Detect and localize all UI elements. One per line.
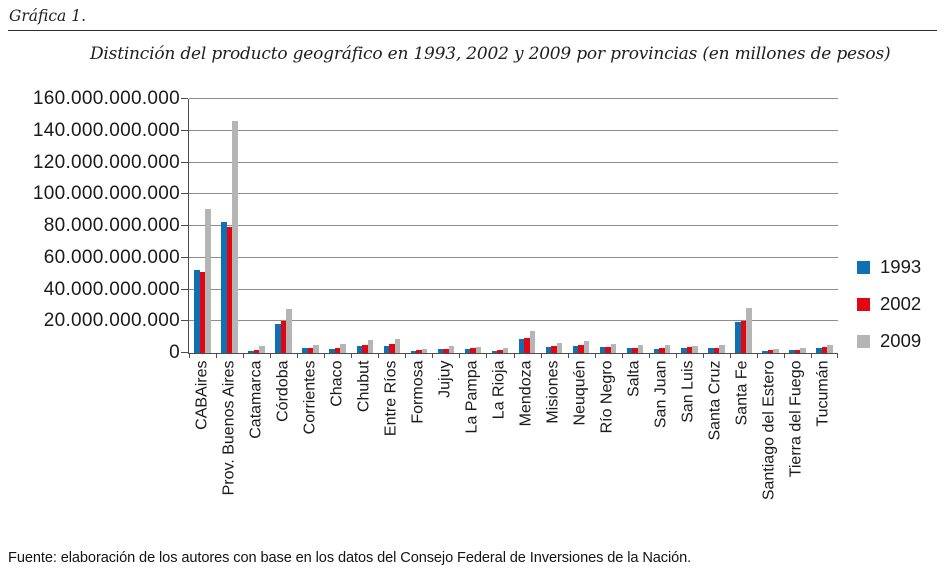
bar-2009 — [368, 340, 374, 353]
x-axis-tick — [649, 353, 650, 358]
bar-2009 — [611, 344, 617, 353]
bar-group — [514, 99, 541, 353]
bar-group — [459, 99, 486, 353]
bar-group — [622, 99, 649, 353]
bar-2009 — [259, 346, 265, 353]
bar-group — [270, 99, 297, 353]
x-axis-tick — [432, 353, 433, 358]
bar-group — [784, 99, 811, 353]
legend — [857, 257, 921, 351]
y-axis-tick — [181, 257, 188, 258]
x-axis-tick — [811, 353, 812, 358]
bar-2009 — [638, 345, 644, 353]
x-axis-category-label: San Luis — [679, 360, 697, 423]
bar-group — [811, 99, 838, 353]
legend-item-2002 — [857, 294, 921, 314]
x-axis-tick — [405, 353, 406, 358]
x-axis-category-label: Córdoba — [274, 360, 292, 422]
legend-label-2009: 2009 — [880, 330, 922, 351]
bar-2009 — [205, 209, 211, 353]
y-axis-tick — [181, 162, 188, 163]
x-axis-category-label: Neuquén — [571, 360, 589, 425]
x-axis-tick — [324, 353, 325, 358]
bar-2009 — [422, 349, 428, 353]
bar-group — [432, 99, 459, 353]
x-axis-tick — [622, 353, 623, 358]
bar-group — [486, 99, 513, 353]
x-axis-tick — [837, 353, 838, 358]
bar-group — [676, 99, 703, 353]
bar-group — [730, 99, 757, 353]
x-axis-category-label: CABAires — [193, 360, 211, 430]
bar-2009 — [530, 331, 536, 353]
x-axis-tick — [703, 353, 704, 358]
x-axis-tick — [297, 353, 298, 358]
y-axis-tick — [181, 289, 188, 290]
x-axis-category-label: Salta — [625, 360, 643, 397]
x-axis-category-label: Mendoza — [517, 360, 535, 426]
x-axis-category-label: Santa Cruz — [706, 360, 724, 441]
bar-2009 — [503, 348, 509, 353]
x-axis-category-label: La Rioja — [490, 360, 508, 419]
x-axis-category-label: Jujuy — [436, 360, 454, 398]
y-axis-tick-label: 100.000.000.000 — [32, 183, 180, 205]
x-axis-tick — [541, 353, 542, 358]
bar-group — [216, 99, 243, 353]
bar-2009 — [773, 349, 779, 353]
x-axis-category-label: Santa Fe — [733, 360, 751, 425]
x-axis-tick — [784, 353, 785, 358]
x-axis-tick — [270, 353, 271, 358]
x-axis-category-label: Entre Ríos — [382, 360, 400, 436]
x-axis-tick — [216, 353, 217, 358]
legend-swatch-1993-icon — [857, 261, 870, 274]
x-axis-tick — [595, 353, 596, 358]
y-axis-tick-label: 160.000.000.000 — [32, 88, 180, 109]
bar-2009 — [692, 346, 698, 353]
legend-label-2002: 2002 — [880, 293, 922, 314]
legend-swatch-2002-icon — [857, 298, 870, 311]
x-axis-tick — [514, 353, 515, 358]
chart-title: Distinción del producto geográfico en 1993, 2002 y 2009 por provincias (en millones de pesos) — [90, 44, 891, 64]
x-axis-category-label: Chubut — [355, 360, 373, 412]
x-axis-category-label: Corrientes — [301, 360, 319, 434]
x-axis-tick — [351, 353, 352, 358]
bar-2009 — [476, 347, 482, 353]
bar-group — [541, 99, 568, 353]
legend-item-2009 — [857, 331, 921, 351]
bar-group — [703, 99, 730, 353]
bar-2009 — [557, 343, 563, 353]
x-axis-category-label: Chaco — [328, 360, 346, 407]
legend-swatch-2009-icon — [857, 335, 870, 348]
x-axis-tick — [730, 353, 731, 358]
legend-label-1993: 1993 — [880, 256, 922, 277]
x-axis-tick — [459, 353, 460, 358]
x-axis-category-label: Tucumán — [814, 360, 832, 427]
x-axis-category-label: Tierra del Fuego — [787, 360, 805, 477]
bar-2009 — [340, 344, 346, 353]
x-axis-category-label: San Juan — [652, 360, 670, 428]
x-axis-tick — [486, 353, 487, 358]
bar-2009 — [313, 345, 319, 353]
legend-item-1993 — [857, 257, 921, 277]
y-axis-tick-label: 120.000.000.000 — [32, 151, 180, 173]
x-axis-category-label: Río Negro — [598, 360, 616, 433]
bar-group — [405, 99, 432, 353]
y-axis-tick-label: 60.000.000.000 — [43, 246, 180, 268]
y-axis-tick — [181, 225, 188, 226]
x-axis-tick — [243, 353, 244, 358]
y-axis-tick-label: 0 — [169, 342, 180, 363]
bar-group — [189, 99, 216, 353]
bar-2009 — [800, 348, 806, 353]
bar-2009 — [449, 346, 455, 353]
bar-group — [324, 99, 351, 353]
y-axis-tick — [181, 320, 188, 321]
x-axis-category-label: La Pampa — [463, 360, 481, 433]
bar-group — [649, 99, 676, 353]
bar-2009 — [395, 339, 401, 353]
bar-group — [595, 99, 622, 353]
y-axis-tick — [181, 193, 188, 194]
x-axis-category-label: Catamarca — [247, 360, 265, 439]
y-axis-tick-label: 80.000.000.000 — [43, 215, 180, 236]
x-axis-tick — [568, 353, 569, 358]
bar-2009 — [286, 309, 292, 353]
bar-group — [757, 99, 784, 353]
bar-group — [378, 99, 405, 353]
bar-group — [351, 99, 378, 353]
x-axis-tick — [757, 353, 758, 358]
bar-2009 — [746, 308, 752, 353]
bar-2009 — [719, 345, 725, 353]
source-note: Fuente: elaboración de los autores con base en los datos del Consejo Federal de Inversiones de la Nación. — [8, 550, 692, 566]
x-axis-tick — [676, 353, 677, 358]
x-axis-category-label: Misiones — [544, 360, 562, 424]
bar-2009 — [827, 345, 833, 353]
y-axis-tick — [181, 130, 188, 131]
x-axis-category-label: Formosa — [409, 360, 427, 424]
y-axis-tick — [181, 352, 188, 353]
y-axis-tick-label: 20.000.000.000 — [43, 310, 180, 332]
figure-label: Gráfica 1. — [9, 7, 87, 25]
x-axis-category-label: Prov. Buenos Aires — [220, 360, 238, 495]
x-axis-category-label: Santiago del Estero — [760, 360, 778, 500]
bar-group — [297, 99, 324, 353]
y-axis-tick-label: 40.000.000.000 — [43, 278, 180, 300]
bar-2009 — [584, 341, 590, 353]
y-axis-tick — [181, 98, 188, 99]
y-axis-tick-label: 140.000.000.000 — [32, 119, 180, 141]
plot-area — [188, 99, 838, 354]
x-axis-tick — [378, 353, 379, 358]
x-axis-tick — [189, 353, 190, 358]
bar-group — [243, 99, 270, 353]
bar-2009 — [232, 121, 238, 353]
bar-2009 — [665, 345, 671, 353]
bar-group — [568, 99, 595, 353]
